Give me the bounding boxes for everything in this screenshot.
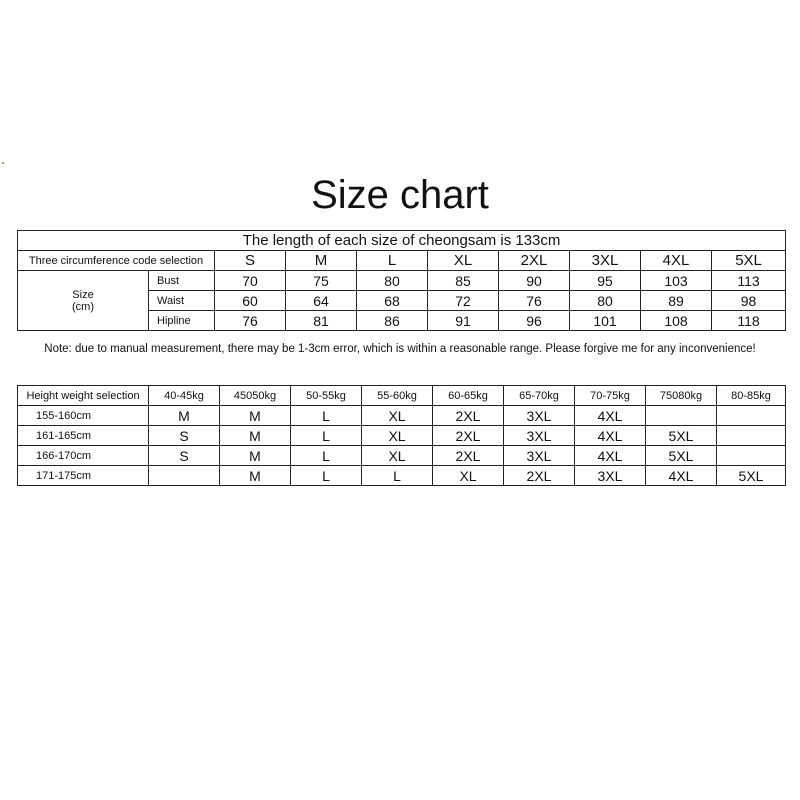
size-cell: 2XL — [433, 446, 504, 466]
measurement-value: 108 — [641, 311, 712, 331]
measurement-value: 75 — [286, 271, 357, 291]
measurement-value: 86 — [357, 311, 428, 331]
size-cell — [149, 466, 220, 486]
size-cell: L — [291, 466, 362, 486]
size-cell: S — [149, 446, 220, 466]
weight-header: 70-75kg — [575, 386, 646, 406]
measurement-value: 72 — [428, 291, 499, 311]
size-header: 2XL — [499, 251, 570, 271]
size-cell: XL — [362, 406, 433, 426]
measurement-value: 98 — [712, 291, 786, 311]
size-group-label — [18, 271, 149, 331]
size-cell: 5XL — [646, 446, 717, 466]
size-cell: L — [291, 406, 362, 426]
size-cell: XL — [362, 426, 433, 446]
height-weight-table — [17, 385, 786, 486]
size-cell: L — [291, 426, 362, 446]
measurement-value: 85 — [428, 271, 499, 291]
size-header: 3XL — [570, 251, 641, 271]
size-cell — [717, 426, 786, 446]
table-caption: The length of each size of cheongsam is 133cm — [18, 231, 786, 251]
measurement-value: 60 — [215, 291, 286, 311]
measurement-value: 103 — [641, 271, 712, 291]
size-cell — [717, 446, 786, 466]
height-label: 155-160cm — [18, 406, 149, 426]
weight-header: 45050kg — [220, 386, 291, 406]
size-cell — [646, 406, 717, 426]
size-header: 4XL — [641, 251, 712, 271]
size-cell: M — [220, 426, 291, 446]
size-cell: M — [149, 406, 220, 426]
size-cell: 4XL — [575, 406, 646, 426]
size-cell: L — [291, 446, 362, 466]
size-header: M — [286, 251, 357, 271]
size-cell: 4XL — [575, 426, 646, 446]
size-group-label-line2: (cm) — [72, 300, 94, 313]
weight-header: 55-60kg — [362, 386, 433, 406]
height-label: 171-175cm — [18, 466, 149, 486]
size-cell — [717, 406, 786, 426]
size-measurement-table — [17, 230, 786, 331]
size-cell: L — [362, 466, 433, 486]
measurement-value: 80 — [570, 291, 641, 311]
measurement-value: 118 — [712, 311, 786, 331]
size-cell: 3XL — [504, 446, 575, 466]
size-cell: M — [220, 466, 291, 486]
weight-header: 80-85kg — [717, 386, 786, 406]
size-cell: 5XL — [717, 466, 786, 486]
size-cell: 3XL — [504, 426, 575, 446]
measurement-value: 64 — [286, 291, 357, 311]
measurement-value: 95 — [570, 271, 641, 291]
size-cell: 4XL — [575, 446, 646, 466]
measurement-value: 96 — [499, 311, 570, 331]
size-cell: 3XL — [575, 466, 646, 486]
weight-header: 60-65kg — [433, 386, 504, 406]
size-cell: M — [220, 446, 291, 466]
size-cell: 3XL — [504, 406, 575, 426]
size-cell: M — [220, 406, 291, 426]
height-label: 166-170cm — [18, 446, 149, 466]
measurement-value: 76 — [499, 291, 570, 311]
measurement-value: 89 — [641, 291, 712, 311]
size-header: XL — [428, 251, 499, 271]
size-cell: 4XL — [646, 466, 717, 486]
size-cell: 2XL — [433, 426, 504, 446]
measurement-label: Hipline — [149, 311, 215, 331]
measurement-value: 101 — [570, 311, 641, 331]
size-header: L — [357, 251, 428, 271]
size-cell: XL — [433, 466, 504, 486]
measurement-label: Bust — [149, 271, 215, 291]
measurement-value: 68 — [357, 291, 428, 311]
measurement-value: 81 — [286, 311, 357, 331]
measurement-value: 76 — [215, 311, 286, 331]
weight-header: 50-55kg — [291, 386, 362, 406]
weight-header: 75080kg — [646, 386, 717, 406]
measurement-note: Note: due to manual measurement, there may be 1-3cm error, which is within a reasonable range. Please forgive me for any inconvenience! — [44, 343, 756, 355]
size-cell: 2XL — [433, 406, 504, 426]
measurement-value: 113 — [712, 271, 786, 291]
size-header: S — [215, 251, 286, 271]
size-header: 5XL — [712, 251, 786, 271]
height-weight-header-label: Height weight selection — [18, 386, 149, 406]
measurement-value: 90 — [499, 271, 570, 291]
measurement-value: 80 — [357, 271, 428, 291]
size-cell: 5XL — [646, 426, 717, 446]
weight-header: 65-70kg — [504, 386, 575, 406]
size-cell: 2XL — [504, 466, 575, 486]
size-group-label-line1: Size — [72, 288, 94, 301]
measurement-label: Waist — [149, 291, 215, 311]
measurement-value: 91 — [428, 311, 499, 331]
page-title: Size chart — [311, 173, 489, 217]
weight-header: 40-45kg — [149, 386, 220, 406]
size-cell: XL — [362, 446, 433, 466]
stray-dot — [2, 162, 4, 164]
height-label: 161-165cm — [18, 426, 149, 446]
code-selection-label: Three circumference code selection — [18, 251, 215, 271]
size-cell: S — [149, 426, 220, 446]
measurement-value: 70 — [215, 271, 286, 291]
